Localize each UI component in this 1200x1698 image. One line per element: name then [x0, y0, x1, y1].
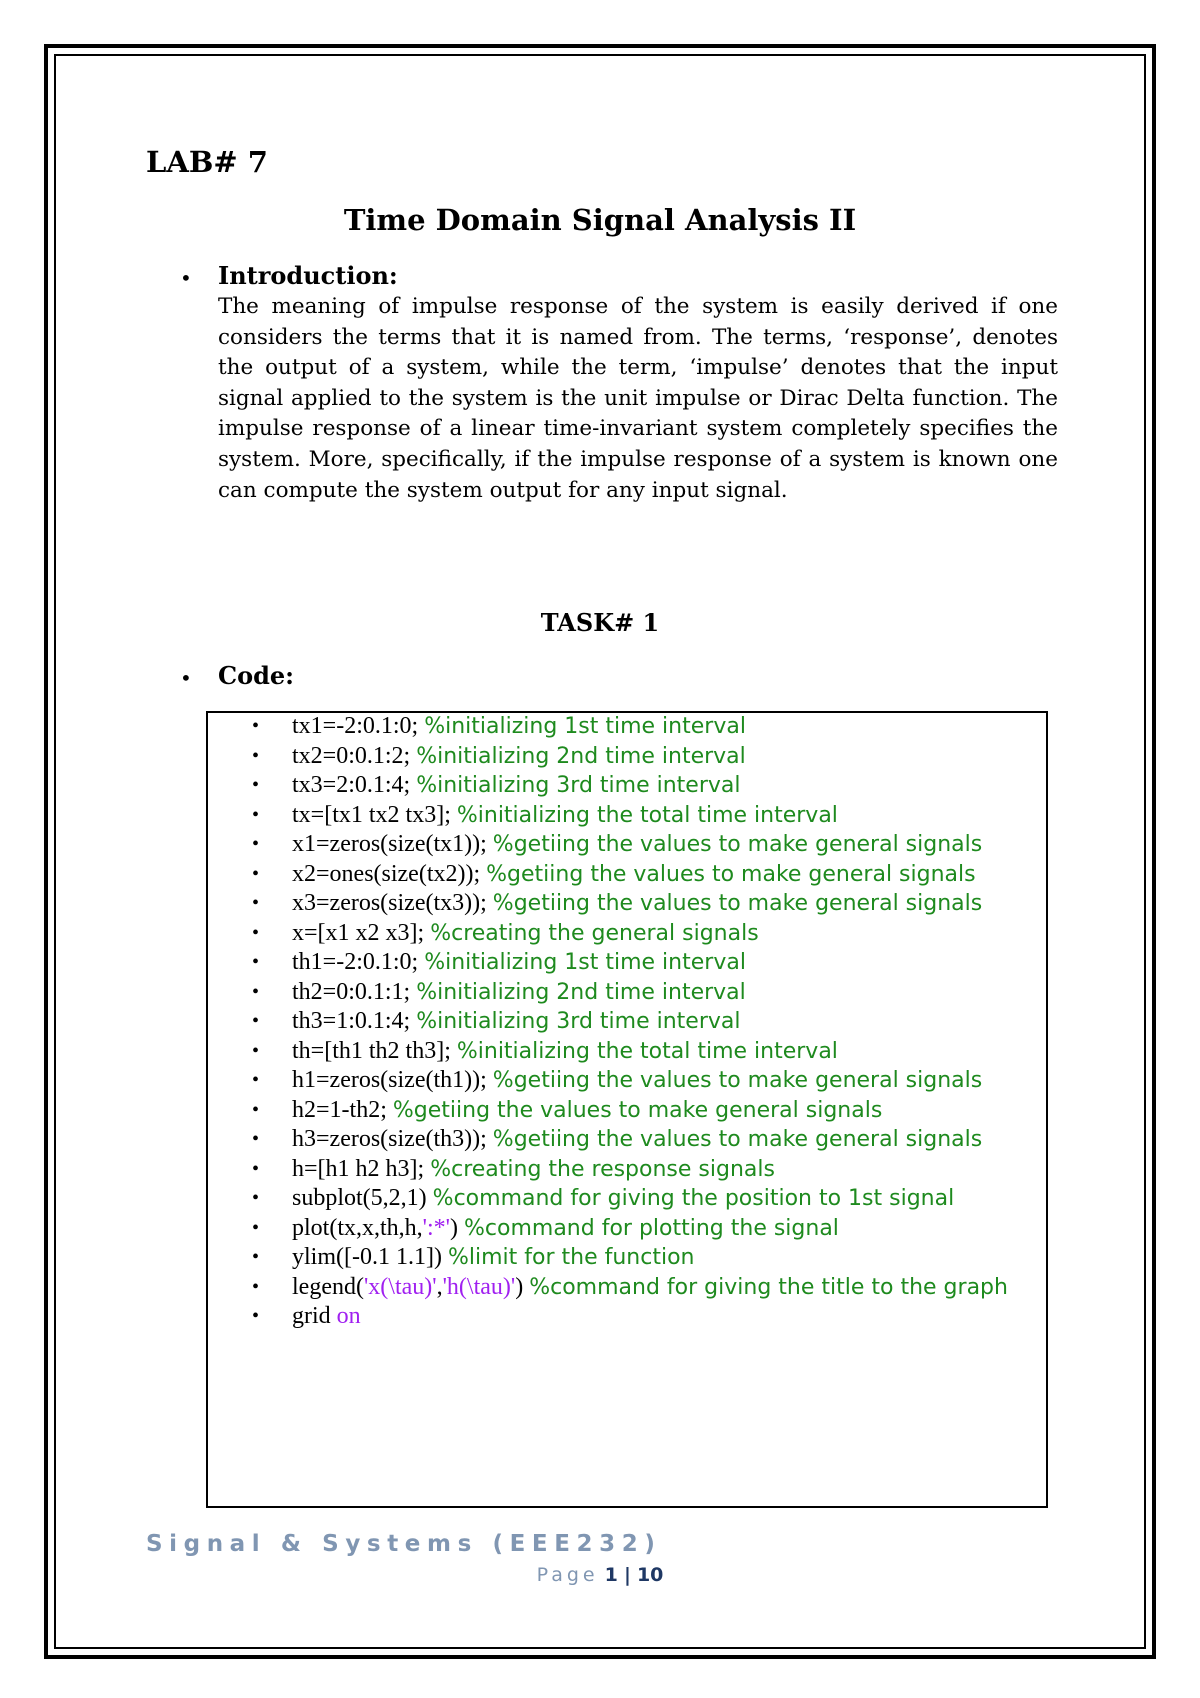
page-current: 1: [604, 1564, 618, 1586]
intro-paragraph: The meaning of impulse response of the system is easily derived if one considers the terms that it is named from. The terms, ‘response’, denotes the output of a system, while the term, ‘impulse’ denotes that the input signal applied to the system is the unit impulse or Dirac Delta function. The impulse response of a linear time-invariant system completely specifies the system. More, specifically, if the impulse response of a system is known one can compute the system output for any input signal.: [218, 294, 1058, 503]
code-comment: %getiing the values to make general signals: [492, 891, 983, 916]
page-total: 10: [636, 1564, 664, 1586]
page-number: [0, 1564, 1200, 1586]
code-comment: %initializing 3rd time interval: [416, 1009, 741, 1034]
code-text: th=[th1 th2 th3];: [292, 1037, 451, 1064]
code-comment: %initializing 1st time interval: [424, 950, 746, 975]
page-title: Time Domain Signal Analysis II: [343, 203, 857, 237]
bullet-icon: •: [180, 666, 192, 690]
code-string: ':*': [422, 1214, 450, 1241]
code-comment: %initializing the total time interval: [456, 1038, 838, 1064]
code-line: [292, 1184, 1038, 1214]
code-comment: %command for giving the title to the graph: [529, 1274, 1008, 1300]
code-text: x=[x1 x2 x3];: [292, 919, 425, 946]
code-comment: %command for giving the position to 1st signal: [432, 1186, 955, 1211]
code-comment: %getiing the values to make general signals: [486, 861, 976, 887]
code-line: [292, 1273, 1038, 1303]
task-title: TASK# 1: [540, 608, 660, 637]
code-text: legend(: [292, 1273, 364, 1300]
page-separator: |: [623, 1564, 631, 1586]
code-text: th2=0:0.1:1;: [292, 978, 411, 1005]
code-line: [292, 801, 1038, 831]
code-comment: %initializing 2nd time interval: [416, 979, 746, 1005]
code-comment: %getiing the values to make general signals: [492, 1068, 983, 1093]
code-comment: %initializing the total time interval: [456, 802, 838, 828]
code-heading: Code:: [218, 661, 295, 690]
code-text: subplot(5,2,1): [292, 1185, 427, 1211]
code-text: h=[h1 h2 h3];: [292, 1155, 425, 1182]
code-list: [292, 712, 1038, 1331]
code-text: ylim([-0.1 1.1]): [292, 1244, 442, 1270]
code-text: x1=zeros(size(tx1));: [292, 831, 487, 857]
lab-number: LAB# 7: [146, 145, 268, 179]
code-line: [292, 1125, 1038, 1155]
code-text: plot(tx,x,th,h,: [292, 1214, 423, 1241]
code-line: [292, 771, 1038, 801]
code-comment: %creating the response signals: [430, 1156, 775, 1182]
code-line: [292, 712, 1038, 742]
code-comment: %creating the general signals: [430, 920, 759, 946]
code-text: h3=zeros(size(th3));: [292, 1126, 487, 1152]
code-text: x2=ones(size(tx2));: [292, 860, 481, 887]
code-comment: %getiing the values to make general signals: [392, 1097, 883, 1123]
code-comment: %initializing 3rd time interval: [416, 773, 741, 798]
code-line: [292, 1007, 1038, 1037]
code-keyword: on: [336, 1303, 361, 1329]
code-comment: %getiing the values to make general signals: [492, 1127, 983, 1152]
code-text: ): [515, 1273, 524, 1300]
code-text: tx=[tx1 tx2 tx3];: [292, 801, 451, 828]
code-line: [292, 889, 1038, 919]
code-line: [292, 1096, 1038, 1126]
code-text: ): [450, 1214, 458, 1241]
code-text: h1=zeros(size(th1));: [292, 1067, 487, 1093]
bullet-icon: •: [180, 266, 192, 290]
code-text: tx3=2:0.1:4;: [292, 772, 411, 798]
code-line: [292, 1037, 1038, 1067]
code-text: tx1=-2:0.1:0;: [292, 713, 419, 739]
code-string: 'x(\tau)': [363, 1273, 437, 1300]
code-line: [292, 948, 1038, 978]
page-label: Page: [536, 1564, 599, 1586]
code-comment: %initializing 2nd time interval: [416, 743, 746, 769]
code-text: x3=zeros(size(tx3));: [292, 890, 487, 916]
code-string: 'h(\tau)': [442, 1273, 516, 1300]
code-line: [292, 830, 1038, 860]
code-line: [292, 978, 1038, 1008]
code-line: [292, 1066, 1038, 1096]
code-line: [292, 1302, 1038, 1331]
code-text: tx2=0:0.1:2;: [292, 742, 411, 769]
code-comment: %command for plotting the signal: [464, 1215, 839, 1241]
code-line: [292, 919, 1038, 949]
code-line: [292, 860, 1038, 890]
code-comment: %limit for the function: [447, 1245, 695, 1270]
code-text: ,: [436, 1273, 443, 1300]
code-comment: %initializing 1st time interval: [424, 714, 746, 739]
code-line: [292, 742, 1038, 772]
code-text: h2=1-th2;: [292, 1096, 387, 1123]
code-line: [292, 1243, 1038, 1273]
code-line: [292, 1155, 1038, 1185]
intro-heading: Introduction:: [218, 261, 398, 290]
code-text: th3=1:0.1:4;: [292, 1008, 411, 1034]
course-footer: Signal & Systems (EEE232): [146, 1531, 662, 1557]
code-text: grid: [292, 1303, 331, 1329]
code-comment: %getiing the values to make general signals: [492, 832, 983, 857]
code-line: [292, 1214, 1038, 1244]
code-text: th1=-2:0.1:0;: [292, 949, 419, 975]
